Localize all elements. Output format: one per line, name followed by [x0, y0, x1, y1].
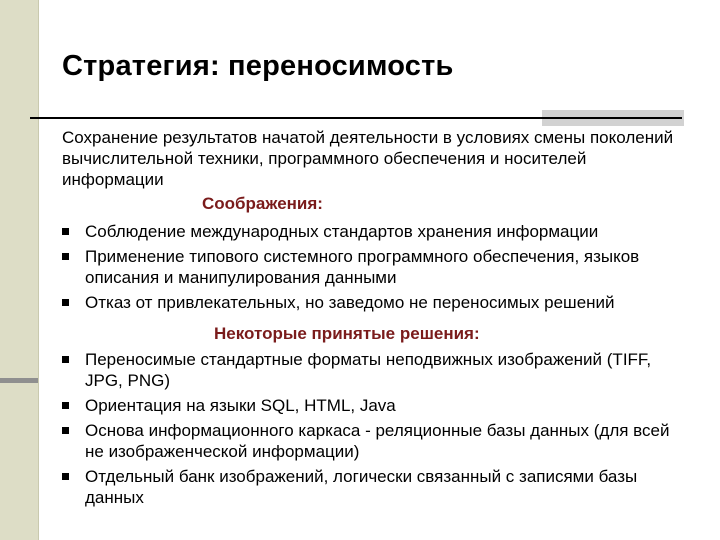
list-item-text: Основа информационного каркаса - реляционные базы данных (для всей не изображенческой информации) — [85, 421, 670, 461]
title-divider — [30, 117, 682, 119]
list-item-text: Соблюдение международных стандартов хранения информации — [85, 222, 599, 241]
square-bullet-icon — [62, 402, 69, 409]
list-item — [62, 466, 692, 508]
accent-strip — [0, 378, 38, 383]
considerations-list — [62, 221, 692, 313]
list-item-text: Отдельный банк изображений, логически связанный с записями базы данных — [85, 467, 638, 507]
intro-paragraph: Сохранение результатов начатой деятельности в условиях смены поколений вычислительной техники, программного обеспечения и носителей информации — [62, 128, 674, 189]
slide-body — [62, 127, 692, 512]
square-bullet-icon — [62, 299, 69, 306]
list-item — [62, 349, 692, 391]
square-bullet-icon — [62, 427, 69, 434]
list-item — [62, 221, 692, 242]
slide-title: Стратегия: переносимость — [62, 50, 454, 82]
left-decorative-bar — [0, 0, 38, 540]
section-heading-decisions: Некоторые принятые решения: — [214, 324, 480, 343]
square-bullet-icon — [62, 356, 69, 363]
left-bar-edge — [38, 0, 39, 540]
list-item — [62, 420, 692, 462]
list-item — [62, 395, 692, 416]
square-bullet-icon — [62, 473, 69, 480]
square-bullet-icon — [62, 253, 69, 260]
section-heading-considerations: Соображения: — [202, 194, 323, 213]
square-bullet-icon — [62, 228, 69, 235]
list-item-text: Применение типового системного программного обеспечения, языков описания и манипулирования данными — [85, 247, 640, 287]
list-item-text: Отказ от привлекательных, но заведомо не переносимых решений — [85, 293, 615, 312]
list-item-text: Переносимые стандартные форматы неподвижных изображений (TIFF, JPG, PNG) — [85, 350, 652, 390]
list-item-text: Ориентация на языки SQL, HTML, Java — [85, 396, 396, 415]
decisions-list — [62, 349, 692, 508]
list-item — [62, 246, 692, 288]
list-item — [62, 292, 692, 313]
